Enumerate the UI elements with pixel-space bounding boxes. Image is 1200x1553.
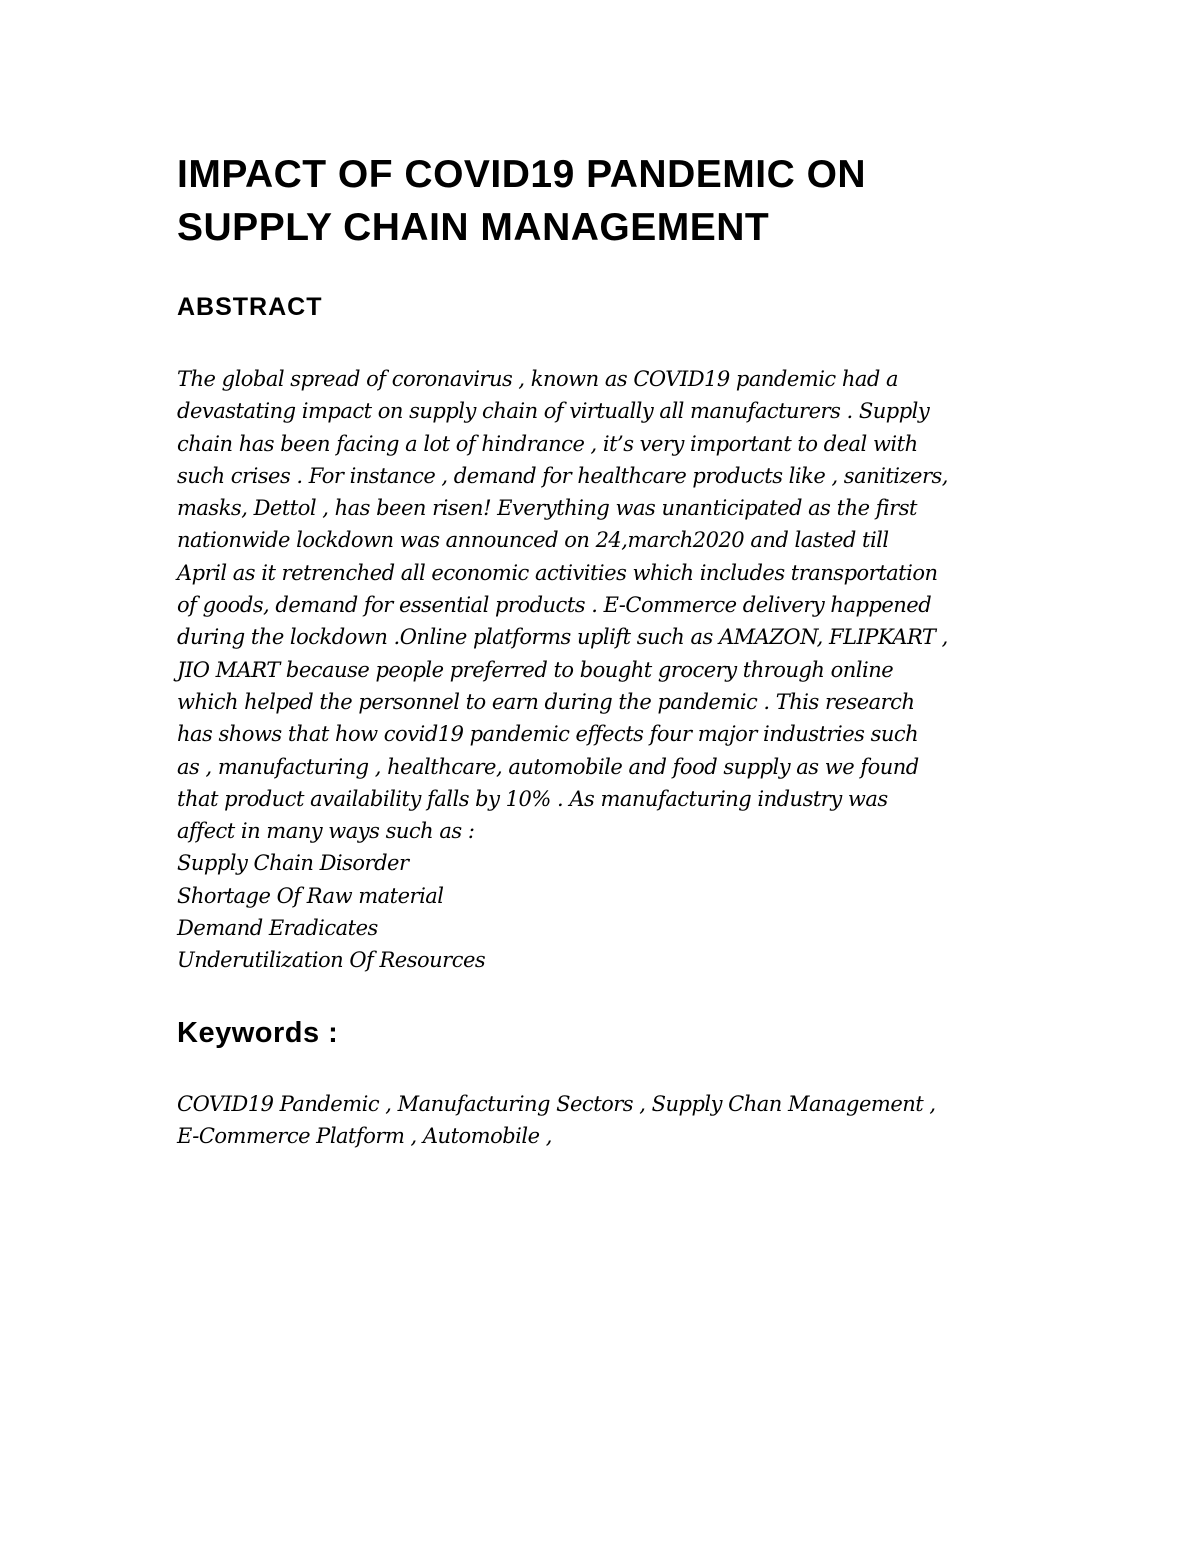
abstract-list-item: Underutilization Of Resources (177, 948, 486, 973)
abstract-list-item: Shortage Of Raw material (177, 883, 444, 908)
abstract-line: April as it retrenched all economic activities which includes transportation (177, 560, 938, 585)
abstract-body (177, 363, 1057, 977)
keywords-heading: Keywords : (177, 1016, 339, 1049)
abstract-heading: ABSTRACT (177, 293, 323, 321)
abstract-line: that product availability falls by 10% . As manufacturing industry was (177, 786, 888, 811)
abstract-line: which helped the personnel to earn during the pandemic . This research (177, 689, 915, 714)
abstract-line: during the lockdown .Online platforms uplift such as AMAZON, FLIPKART , (177, 625, 948, 650)
abstract-list-item: Demand Eradicates (177, 916, 378, 941)
keywords-line: E-Commerce Platform , Automobile , (177, 1123, 552, 1148)
abstract-list-item: Supply Chain Disorder (177, 851, 409, 876)
paper-title-line: IMPACT OF COVID19 PANDEMIC ON (177, 153, 867, 196)
abstract-line: JIO MART because people preferred to bought grocery through online (177, 657, 894, 682)
keywords-line: COVID19 Pandemic , Manufacturing Sectors , Supply Chan Management , (177, 1091, 936, 1116)
keywords-body (177, 1088, 1057, 1153)
abstract-line: The global spread of coronavirus , known as COVID19 pandemic had a (177, 367, 899, 391)
abstract-line: as , manufacturing , healthcare, automobile and food supply as we found (177, 754, 919, 779)
abstract-line: affect in many ways such as : (177, 819, 475, 844)
document-content (177, 148, 1057, 1152)
abstract-line: chain has been facing a lot of hindrance , it’s very important to deal with (177, 431, 918, 456)
abstract-line: such crises . For instance , demand for healthcare products like , sanitizers, (177, 463, 948, 488)
abstract-line: devastating impact on supply chain of virtually all manufacturers . Supply (177, 399, 930, 424)
abstract-line: of goods, demand for essential products . E-Commerce delivery happened (177, 593, 932, 618)
paper-title-line: SUPPLY CHAIN MANAGEMENT (177, 206, 770, 249)
abstract-line: nationwide lockdown was announced on 24,march2020 and lasted till (177, 528, 889, 553)
abstract-line: has shows that how covid19 pandemic effects four major industries such (177, 722, 919, 747)
paper-title (177, 148, 1057, 254)
abstract-line: masks, Dettol , has been risen! Everything was unanticipated as the first (177, 496, 917, 521)
